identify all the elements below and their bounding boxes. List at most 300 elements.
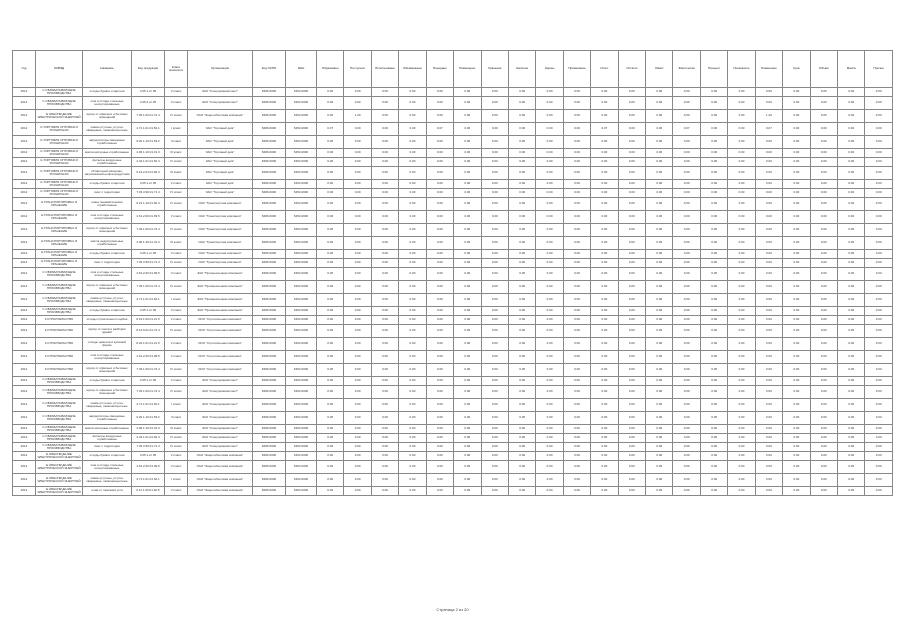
table-cell: ЗАО "Спецпромкомплект" (188, 399, 253, 412)
table-cell: 0.00 (426, 281, 453, 294)
table-cell: 0.00 (591, 294, 618, 307)
table-cell: 0.00 (481, 474, 508, 487)
table-cell: 0.00 (536, 443, 563, 452)
table-cell: 2012 (13, 443, 36, 452)
table-cell: 0.00 (563, 237, 590, 250)
table-cell: 0.00 (810, 461, 837, 474)
table-cell: 0.00 (838, 325, 865, 338)
table-cell: 0.00 (508, 434, 535, 443)
table-cell: 0.00 (481, 180, 508, 189)
table-cell: 0.00 (838, 189, 865, 198)
column-header: Код продукции (132, 51, 165, 88)
table-cell: 0.00 (481, 425, 508, 434)
table-cell: 8496.0000 (253, 412, 286, 425)
table-cell: 0.00 (344, 452, 371, 461)
table-cell: отходы бумаги и картона (83, 180, 132, 189)
table-cell: 0.00 (399, 136, 426, 149)
table-cell: 0.00 (563, 364, 590, 377)
table-cell: V класс (165, 316, 188, 325)
table-cell: 0.00 (591, 487, 618, 496)
table-cell: 0.00 (646, 412, 673, 425)
table-cell: 0.00 (563, 443, 590, 452)
table-cell: 2012 (13, 110, 36, 123)
table-cell: 0.00 (481, 110, 508, 123)
table-cell: I класс (165, 474, 188, 487)
table-cell: 0.00 (783, 351, 810, 364)
table-cell: 0.00 (317, 189, 344, 198)
table-cell: 0.00 (454, 167, 481, 180)
table-cell: 0.00 (536, 399, 563, 412)
table-cell: 0.00 (646, 294, 673, 307)
table-cell: ОАО "Энергосбытовая компания" (188, 110, 253, 123)
table-cell: 0.00 (838, 224, 865, 237)
table-cell: ЗАО "Спецпромкомплект" (188, 97, 253, 110)
table-row (13, 338, 893, 351)
table-cell: 0.00 (783, 425, 810, 434)
table-cell: 0.00 (673, 224, 700, 237)
table-cell: 0.00 (536, 97, 563, 110)
table-cell: 0.00 (371, 474, 398, 487)
table-cell: 0.00 (755, 364, 782, 377)
table-cell: лом и отходы стальные несортированные (83, 211, 132, 224)
table-cell: 0.00 (563, 97, 590, 110)
table-cell: 6254.0000 (286, 434, 317, 443)
table-cell: 2012 (13, 434, 36, 443)
table-cell: 0.00 (755, 452, 782, 461)
table-cell: 0.00 (646, 250, 673, 259)
table-cell: V класс (165, 250, 188, 259)
table-cell: 0.00 (317, 224, 344, 237)
table-cell: 0.00 (481, 97, 508, 110)
table-cell: 0.00 (700, 364, 727, 377)
table-row (13, 180, 893, 189)
table-cell: 0.00 (536, 180, 563, 189)
table-cell: 0.00 (481, 412, 508, 425)
table-cell: 2012 (13, 158, 36, 167)
table-cell: 0.00 (536, 281, 563, 294)
table-cell: 0.00 (371, 158, 398, 167)
table-cell: 0.00 (728, 136, 755, 149)
table-cell: 0.00 (399, 443, 426, 452)
table-cell: 7.33.3.90.01.71.4 (132, 259, 165, 268)
table-cell: 0.00 (344, 325, 371, 338)
table-cell: 0.00 (371, 294, 398, 307)
table-cell: 0.00 (371, 180, 398, 189)
column-header: ИНН (286, 51, 317, 88)
table-cell: 0.00 (838, 443, 865, 452)
table-cell: 0.00 (673, 399, 700, 412)
table-cell: 4.05.1.сс.05 (132, 377, 165, 386)
table-cell: Н.ТРАНСПОРТИРОВКА И ХРАНЕНИЕ (36, 250, 83, 259)
table-cell: 0.00 (646, 180, 673, 189)
table-cell: 0.00 (454, 189, 481, 198)
table-cell: 0.00 (755, 167, 782, 180)
table-cell: ЗАО "Торговый дом" (188, 158, 253, 167)
table-cell: 2012 (13, 474, 36, 487)
table-cell: С.ОБРАБАТЫВАЮЩИЕ ПРОИЗВОДСТВА (36, 443, 83, 452)
table-cell: 0.00 (317, 250, 344, 259)
table-cell: мусор от офисных и бытовых помещений (83, 364, 132, 377)
table-cell: 0.00 (344, 461, 371, 474)
table-row (13, 250, 893, 259)
table-cell: 0.00 (481, 399, 508, 412)
table-cell: 0.00 (508, 325, 535, 338)
table-cell: 0.00 (399, 351, 426, 364)
table-cell: 6254.0000 (286, 237, 317, 250)
table-cell: 0.00 (728, 294, 755, 307)
table-cell: 0.00 (810, 399, 837, 412)
table-cell: 0.00 (481, 158, 508, 167)
table-cell: 0.00 (371, 425, 398, 434)
table-cell: 0.00 (481, 268, 508, 281)
table-cell: 0.00 (673, 425, 700, 434)
table-cell: 8496.0000 (253, 237, 286, 250)
table-cell: 6254.0000 (286, 136, 317, 149)
table-row (13, 259, 893, 268)
table-cell: 4.05.2.сс.25 (132, 97, 165, 110)
table-row (13, 149, 893, 158)
page-footer: Страница 2 из 20 (436, 607, 469, 612)
table-cell: 0.00 (563, 377, 590, 386)
table-cell: мусор от офисных и бытовых помещений (83, 110, 132, 123)
table-cell: 0.00 (317, 198, 344, 211)
table-cell: 6254.0000 (286, 294, 317, 307)
table-cell: 0.00 (865, 487, 893, 496)
table-cell: 0.00 (618, 224, 645, 237)
table-cell: V класс (165, 307, 188, 316)
table-cell: IV класс (165, 110, 188, 123)
table-cell: 0.00 (783, 237, 810, 250)
table-cell: С.ОБРАБАТЫВАЮЩИЕ ПРОИЗВОДСТВА (36, 399, 83, 412)
table-cell: 0.00 (591, 224, 618, 237)
table-cell: 4.43.1.01.01.52.4 (132, 434, 165, 443)
table-cell: 0.00 (783, 88, 810, 97)
table-row (13, 399, 893, 412)
table-cell: отходы бумаги и картона (83, 250, 132, 259)
table-cell: 0.00 (481, 88, 508, 97)
table-cell: 0.00 (838, 180, 865, 189)
table-cell: 0.00 (673, 386, 700, 399)
table-cell: 0.00 (865, 425, 893, 434)
table-cell: 6254.0000 (286, 268, 317, 281)
table-cell: F.СТРОИТЕЛЬСТВО (36, 316, 83, 325)
table-cell: ОАО "Энергосбытовая компания" (188, 461, 253, 474)
table-cell: 0.00 (371, 211, 398, 224)
table-cell: 0.00 (673, 136, 700, 149)
table-cell: 8496.0000 (253, 97, 286, 110)
table-cell: 0.00 (673, 211, 700, 224)
table-cell: V класс (165, 338, 188, 351)
table-cell: 0.00 (700, 325, 727, 338)
table-cell: 0.00 (399, 386, 426, 399)
table-cell: 0.00 (317, 316, 344, 325)
table-cell: 0.00 (371, 281, 398, 294)
table-cell: 6254.0000 (286, 110, 317, 123)
table-cell: 2012 (13, 325, 36, 338)
table-cell: 4.71.1.01.01.52.1 (132, 123, 165, 136)
table-cell: Е.ОБЕСПЕЧЕНИЕ ЭЛЕКТРИЧЕСКОЙ ЭНЕРГИЕЙ (36, 461, 83, 474)
table-cell: 0.00 (371, 434, 398, 443)
table-cell: 0.00 (508, 412, 535, 425)
table-cell: ЗАО "Спецпромкомплект" (188, 412, 253, 425)
table-cell: 0.00 (700, 307, 727, 316)
table-cell: 0.00 (481, 461, 508, 474)
table-row (13, 461, 893, 474)
table-cell: 0.00 (508, 268, 535, 281)
table-cell: 0.00 (508, 237, 535, 250)
table-cell: 0.00 (728, 123, 755, 136)
table-cell: V класс (165, 211, 188, 224)
table-cell: Н.ТРАНСПОРТИРОВКА И ХРАНЕНИЕ (36, 224, 83, 237)
table-cell: 0.00 (700, 399, 727, 412)
table-cell: 0.00 (618, 149, 645, 158)
column-header: Обезврежено (399, 51, 426, 88)
table-cell: 0.00 (700, 259, 727, 268)
table-cell: 0.00 (454, 149, 481, 158)
table-cell: 0.00 (481, 149, 508, 158)
table-cell: 6254.0000 (286, 149, 317, 158)
table-cell: 0.00 (838, 167, 865, 180)
table-cell: 0.00 (700, 281, 727, 294)
table-cell: 0.00 (454, 487, 481, 496)
column-header: Остаток (618, 51, 645, 88)
table-cell: 0.00 (838, 412, 865, 425)
column-header: Использовано (371, 51, 398, 88)
table-cell: 0.00 (317, 281, 344, 294)
table-row (13, 97, 893, 110)
table-cell: 0.00 (426, 97, 453, 110)
table-cell: III класс (165, 237, 188, 250)
table-cell: 8496.0000 (253, 307, 286, 316)
table-cell: 0.00 (399, 88, 426, 97)
table-cell: 6254.0000 (286, 259, 317, 268)
table-cell: 0.00 (755, 425, 782, 434)
table-cell: 2012 (13, 487, 36, 496)
table-cell: 0.00 (700, 136, 727, 149)
column-header: Передано (426, 51, 453, 88)
table-cell: 0.00 (426, 461, 453, 474)
table-cell: 0.00 (783, 97, 810, 110)
table-cell: 0.00 (563, 250, 590, 259)
table-cell: 0.00 (536, 307, 563, 316)
table-cell: отходы бумаги и картона (83, 377, 132, 386)
table-cell: 0.00 (755, 88, 782, 97)
table-cell: 0.00 (646, 307, 673, 316)
table-cell: Н.ТРАНСПОРТИРОВКА И ХРАНЕНИЕ (36, 211, 83, 224)
table-cell: ЗАО "Спецпромкомплект" (188, 425, 253, 434)
table-cell: 0.00 (838, 474, 865, 487)
table-cell: смет с территории (83, 259, 132, 268)
table-cell: F.СТРОИТЕЛЬСТВО (36, 325, 83, 338)
table-cell: 0.00 (700, 237, 727, 250)
table-row (13, 307, 893, 316)
table-cell: 0.00 (755, 325, 782, 338)
table-cell: ОАО "Транспортная компания" (188, 250, 253, 259)
table-row (13, 268, 893, 281)
table-cell: шины пневматические отработанные (83, 198, 132, 211)
table-cell: 0.00 (783, 224, 810, 237)
table-cell: 2012 (13, 211, 36, 224)
table-cell: 0.00 (317, 237, 344, 250)
table-cell: 0.00 (426, 224, 453, 237)
table-cell: 0.00 (618, 474, 645, 487)
table-cell: 8496.0000 (253, 250, 286, 259)
table-cell: 6254.0000 (286, 167, 317, 180)
table-cell: 6254.0000 (286, 386, 317, 399)
table-cell: 0.00 (563, 338, 590, 351)
table-cell: 0.00 (454, 281, 481, 294)
table-cell: 0.00 (454, 123, 481, 136)
table-cell: 6254.0000 (286, 461, 317, 474)
table-cell: 0.00 (810, 259, 837, 268)
table-cell: 6254.0000 (286, 307, 317, 316)
table-cell: 0.00 (371, 149, 398, 158)
table-cell: 0.00 (536, 316, 563, 325)
table-cell: IV класс (165, 189, 188, 198)
table-cell: 0.00 (618, 338, 645, 351)
table-cell: 0.00 (838, 377, 865, 386)
column-header: Прочее (865, 51, 893, 88)
table-cell: 0.00 (618, 412, 645, 425)
table-cell: IV класс (165, 386, 188, 399)
table-cell: 0.00 (508, 259, 535, 268)
table-row (13, 167, 893, 180)
table-cell: 0.00 (700, 386, 727, 399)
table-cell: 0.00 (481, 167, 508, 180)
table-cell: ЗАО "Торговый дом" (188, 149, 253, 158)
table-cell: 4.71.1.01.01.52.1 (132, 399, 165, 412)
table-cell: 0.00 (755, 224, 782, 237)
table-cell: 0.00 (728, 97, 755, 110)
table-cell: 0.00 (838, 425, 865, 434)
table-cell: 9.20.1.10.01.53.2 (132, 412, 165, 425)
table-cell: 0.00 (618, 425, 645, 434)
table-cell: 0.00 (618, 351, 645, 364)
table-cell: 0.00 (454, 386, 481, 399)
table-cell: 0.00 (618, 377, 645, 386)
table-cell: 0.00 (563, 452, 590, 461)
table-cell: F.СТРОИТЕЛЬСТВО (36, 364, 83, 377)
column-header: Наличие (508, 51, 535, 88)
table-cell: 0.00 (673, 461, 700, 474)
table-cell: 0.00 (700, 88, 727, 97)
table-cell: 0.00 (755, 237, 782, 250)
table-cell: 0.00 (371, 487, 398, 496)
table-cell: 0.00 (755, 189, 782, 198)
table-cell: 0.00 (454, 97, 481, 110)
table-cell: 0.00 (838, 211, 865, 224)
table-cell: 8496.0000 (253, 377, 286, 386)
table-cell: 0.00 (673, 294, 700, 307)
table-cell: 0.00 (783, 149, 810, 158)
table-cell: 6254.0000 (286, 412, 317, 425)
table-cell: 0.00 (454, 412, 481, 425)
table-cell: 6254.0000 (286, 158, 317, 167)
table-cell: 0.00 (508, 167, 535, 180)
table-row (13, 364, 893, 377)
table-cell: 0.00 (755, 412, 782, 425)
table-cell: 0.00 (865, 167, 893, 180)
table-cell: 8496.0000 (253, 294, 286, 307)
table-cell: 0.00 (673, 167, 700, 180)
table-cell: 0.00 (646, 237, 673, 250)
table-cell: 0.00 (454, 294, 481, 307)
table-cell: 0.00 (865, 386, 893, 399)
table-cell: мусор от офисных и бытовых помещений (83, 224, 132, 237)
table-cell: 0.00 (344, 259, 371, 268)
table-cell: 0.00 (317, 325, 344, 338)
table-cell: 0.00 (563, 386, 590, 399)
table-cell: 0.00 (783, 136, 810, 149)
table-cell: 0.00 (618, 123, 645, 136)
table-cell: 0.00 (344, 167, 371, 180)
table-cell: 0.00 (865, 452, 893, 461)
table-cell: 0.00 (317, 268, 344, 281)
table-cell: 0.00 (700, 158, 727, 167)
table-cell: 0.00 (673, 88, 700, 97)
table-cell: 0.00 (563, 158, 590, 167)
table-cell: 0.07 (673, 123, 700, 136)
table-cell: 0.00 (728, 110, 755, 123)
table-cell: ЗАО "Торговый дом" (188, 180, 253, 189)
table-cell: 0.00 (618, 399, 645, 412)
table-cell: 0.00 (317, 167, 344, 180)
table-cell: 0.00 (344, 180, 371, 189)
table-cell: 0.00 (344, 434, 371, 443)
table-cell: 0.00 (700, 487, 727, 496)
column-header: Срок (783, 51, 810, 88)
table-cell: 0.00 (783, 167, 810, 180)
table-cell: 0.00 (810, 294, 837, 307)
table-cell: 0.00 (563, 425, 590, 434)
table-cell: 0.00 (344, 425, 371, 434)
table-cell: 0.00 (317, 487, 344, 496)
table-cell: 0.00 (344, 123, 371, 136)
table-cell: ОАО "Транспортная компания" (188, 237, 253, 250)
table-cell: 0.00 (454, 351, 481, 364)
table-cell: 0.00 (673, 259, 700, 268)
table-cell: ОАО "Транспортная компания" (188, 198, 253, 211)
table-cell: 0.00 (618, 294, 645, 307)
table-cell: 0.00 (536, 136, 563, 149)
table-cell: 0.00 (700, 97, 727, 110)
table-cell: 0.00 (454, 399, 481, 412)
table-cell: 0.00 (646, 167, 673, 180)
table-cell: 0.00 (700, 412, 727, 425)
table-cell: 0.00 (454, 461, 481, 474)
table-cell: 8496.0000 (253, 149, 286, 158)
table-cell: 0.00 (591, 110, 618, 123)
table-cell: 0.00 (426, 412, 453, 425)
table-cell: 0.00 (865, 237, 893, 250)
table-cell: лампы ртутные, ртутно-кварцевые, люминесцентные (83, 399, 132, 412)
table-cell: 7.33.1.00.01.72.4 (132, 364, 165, 377)
table-cell: 9.21.1.10.01.50.4 (132, 198, 165, 211)
table-cell: 0.00 (810, 452, 837, 461)
table-cell: 0.00 (673, 487, 700, 496)
table-cell: 0.00 (454, 88, 481, 97)
table-cell: 0.00 (728, 158, 755, 167)
table-cell: 4.05.1.сс.05 (132, 452, 165, 461)
table-cell: 0.00 (591, 461, 618, 474)
table-cell: 0.00 (783, 434, 810, 443)
table-cell: ООО "Строительная компания" (188, 351, 253, 364)
table-cell: 0.00 (591, 434, 618, 443)
table-cell: 0.00 (399, 149, 426, 158)
table-cell: 0.00 (481, 325, 508, 338)
table-cell: 0.00 (646, 88, 673, 97)
table-cell: 0.00 (399, 434, 426, 443)
